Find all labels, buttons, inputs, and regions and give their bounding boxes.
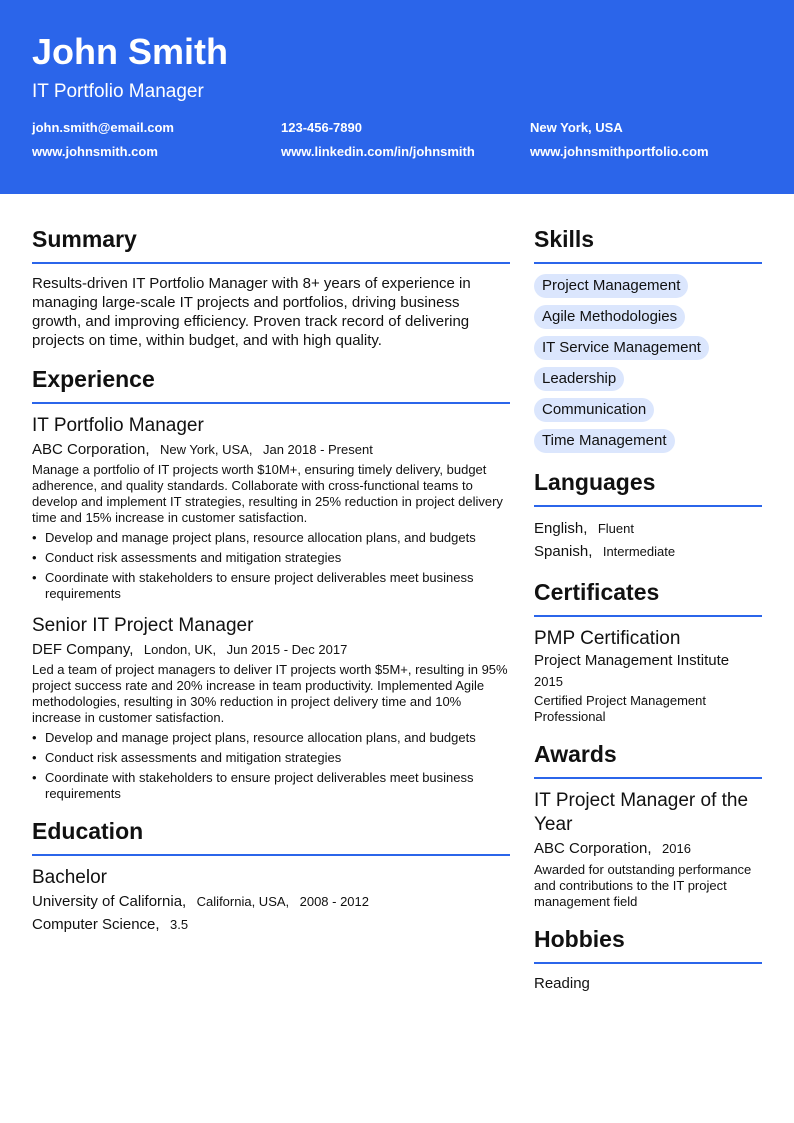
language-level: Fluent: [597, 521, 634, 536]
language-name: Spanish,: [534, 543, 593, 560]
languages-section: [534, 467, 762, 563]
skill-chip: Leadership: [534, 367, 624, 391]
resume-header: [0, 0, 794, 194]
summary-heading: Summary: [32, 224, 510, 264]
certificate-name: PMP Certification: [534, 628, 681, 649]
job-bullet: • Conduct risk assessments and mitigation strategies: [32, 550, 510, 566]
contact-phone[interactable]: 123-456-7890: [281, 120, 362, 135]
certificates-heading: Certificates: [534, 577, 762, 617]
job-description: Manage a portfolio of IT projects worth $10M+, ensuring timely delivery, budget adherence, and quality standards. Collaborate with cross-functional teams to develop and implement IT strategies, resulting in 25% reduction in project delivery time and 15% increase in customer satisfaction.: [32, 462, 503, 525]
education-field: Computer Science,: [32, 916, 160, 933]
award-meta: [534, 837, 762, 860]
job-description: Led a team of project managers to deliver IT projects worth $5M+, resulting in 95% project success rate and 20% increase in team productivity. Implemented Agile methodologies, resulting in 30% reduction in project delivery time and 10% increase in customer satisfaction.: [32, 662, 508, 725]
job-title: IT Portfolio Manager: [32, 415, 204, 436]
job-bullet: • Develop and manage project plans, resource allocation plans, and budgets: [32, 530, 510, 546]
resume-body: [0, 194, 794, 1008]
job-bullet: • Conduct risk assessments and mitigation strategies: [32, 750, 510, 766]
skill-chip: Time Management: [534, 429, 675, 453]
certificates-section: [534, 577, 762, 725]
certificate-issuer: Project Management Institute: [534, 652, 730, 669]
award-issuer: ABC Corporation,: [534, 840, 652, 857]
contact-linkedin[interactable]: www.linkedin.com/in/johnsmith: [281, 144, 475, 159]
job-meta: [32, 640, 510, 660]
education-section: [32, 816, 510, 936]
education-heading: Education: [32, 816, 510, 856]
hobbies-section: [534, 924, 762, 994]
award-description: Awarded for outstanding performance and contributions to the IT project management field: [534, 862, 752, 909]
job-dates: Jun 2015 - Dec 2017: [226, 642, 348, 657]
summary-text: Results-driven IT Portfolio Manager with 8+ years of experience in managing large-scale IT projects and portfolios, driving business growth, and improving efficiency. Proven track record of delivering projects on time, within budget, and with high quality.: [32, 275, 471, 349]
education-field-line: [32, 913, 510, 936]
experience-heading: Experience: [32, 364, 510, 404]
education-location: California, USA,: [196, 894, 290, 909]
certificate-year: 2015: [534, 674, 563, 689]
contact-location: New York, USA: [530, 120, 623, 135]
contact-website[interactable]: www.johnsmith.com: [32, 144, 158, 159]
education-school-line: [32, 890, 510, 913]
contact-portfolio[interactable]: www.johnsmithportfolio.com: [530, 144, 709, 159]
job-entry: [32, 414, 510, 602]
candidate-name: John Smith: [32, 31, 228, 72]
job-dates: Jan 2018 - Present: [262, 442, 373, 457]
contact-email[interactable]: john.smith@email.com: [32, 120, 174, 135]
language-level: Intermediate: [602, 544, 676, 559]
right-column: [534, 224, 762, 1008]
summary-section: [32, 224, 510, 350]
job-location: London, UK,: [143, 642, 217, 657]
award-name: IT Project Manager of the Year: [534, 790, 749, 835]
left-column: [32, 224, 510, 1008]
education-dates: 2008 - 2012: [299, 894, 370, 909]
skill-chip: Communication: [534, 398, 654, 422]
job-bullets: [32, 530, 510, 602]
skill-chip: Project Management: [534, 274, 688, 298]
job-bullet: • Develop and manage project plans, resource allocation plans, and budgets: [32, 730, 510, 746]
hobbies-heading: Hobbies: [534, 924, 762, 964]
job-entry: [32, 614, 510, 802]
education-degree: Bachelor: [32, 867, 107, 888]
candidate-title: IT Portfolio Manager: [32, 81, 204, 102]
hobby-item: Reading: [534, 975, 590, 992]
job-title: Senior IT Project Manager: [32, 615, 254, 636]
languages-heading: Languages: [534, 467, 762, 507]
job-company: DEF Company,: [32, 641, 134, 658]
contact-grid: [32, 120, 762, 159]
job-bullets: [32, 730, 510, 802]
education-school: University of California,: [32, 893, 187, 910]
job-meta: [32, 440, 510, 460]
language-item: [534, 540, 762, 563]
job-company: ABC Corporation,: [32, 441, 150, 458]
education-gpa: 3.5: [170, 917, 189, 932]
skill-chip: Agile Methodologies: [534, 305, 685, 329]
language-item: [534, 517, 762, 540]
job-bullet: • Coordinate with stakeholders to ensure project deliverables meet business requirements: [32, 570, 510, 602]
award-year: 2016: [662, 841, 691, 856]
job-bullet: • Coordinate with stakeholders to ensure project deliverables meet business requirements: [32, 770, 510, 802]
skills-heading: Skills: [534, 224, 762, 264]
experience-section: [32, 364, 510, 802]
awards-section: [534, 739, 762, 910]
job-location: New York, USA,: [160, 442, 253, 457]
awards-heading: Awards: [534, 739, 762, 779]
certificate-description: Certified Project Management Professional: [534, 693, 706, 724]
language-name: English,: [534, 520, 588, 537]
skills-list: [534, 274, 762, 453]
skill-chip: IT Service Management: [534, 336, 709, 360]
